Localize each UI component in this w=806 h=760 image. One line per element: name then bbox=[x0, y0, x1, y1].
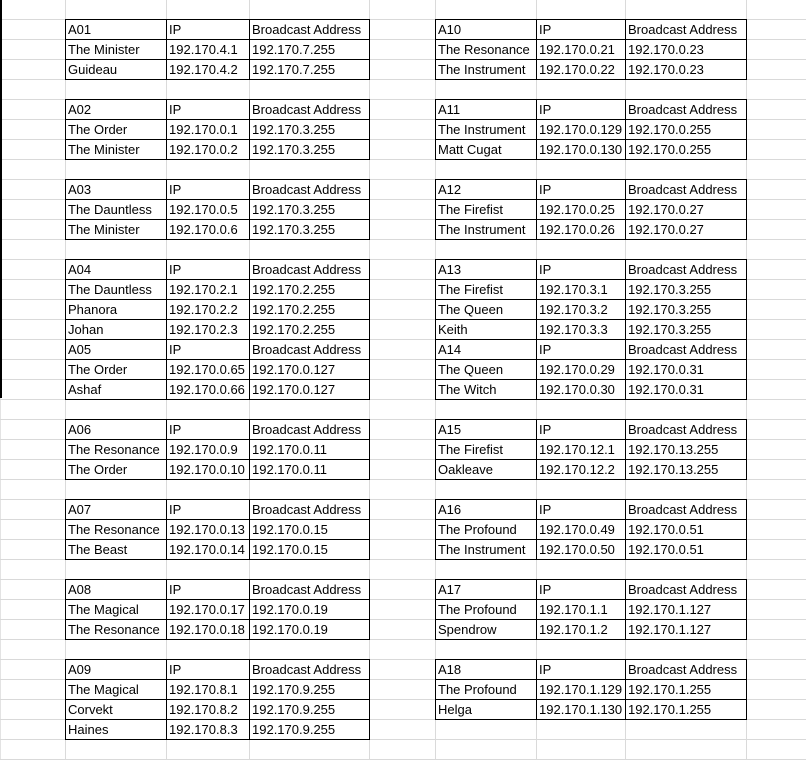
name-cell[interactable]: The Profound bbox=[436, 520, 537, 540]
ip-cell[interactable]: 192.170.0.129 bbox=[537, 120, 626, 140]
broadcast-cell[interactable]: 192.170.0.23 bbox=[626, 60, 747, 80]
ip-table-a11 bbox=[435, 99, 747, 160]
name-cell[interactable]: The Minister bbox=[66, 40, 167, 60]
ip-cell[interactable]: 192.170.3.1 bbox=[537, 280, 626, 300]
ip-table-a18 bbox=[435, 659, 747, 720]
broadcast-header-cell[interactable]: Broadcast Address bbox=[626, 260, 747, 280]
table-row bbox=[436, 540, 747, 560]
name-cell[interactable]: The Queen bbox=[436, 360, 537, 380]
table-header-row bbox=[66, 260, 370, 280]
broadcast-cell[interactable]: 192.170.7.255 bbox=[250, 60, 370, 80]
table-header-row bbox=[66, 420, 370, 440]
ip-cell[interactable]: 192.170.0.26 bbox=[537, 220, 626, 240]
name-cell[interactable]: The Dauntless bbox=[66, 280, 167, 300]
broadcast-cell[interactable]: 192.170.3.255 bbox=[626, 320, 747, 340]
ip-cell[interactable]: 192.170.2.3 bbox=[167, 320, 250, 340]
broadcast-cell[interactable]: 192.170.0.15 bbox=[250, 520, 370, 540]
ip-table-a06 bbox=[65, 419, 370, 480]
broadcast-header-cell[interactable]: Broadcast Address bbox=[626, 500, 747, 520]
ip-cell[interactable]: 192.170.1.129 bbox=[537, 680, 626, 700]
name-cell[interactable]: The Dauntless bbox=[66, 200, 167, 220]
table-row bbox=[436, 360, 747, 380]
ip-cell[interactable]: 192.170.12.2 bbox=[537, 460, 626, 480]
broadcast-cell[interactable]: 192.170.0.27 bbox=[626, 200, 747, 220]
ip-cell[interactable]: 192.170.8.1 bbox=[167, 680, 250, 700]
ip-cell[interactable]: 192.170.0.66 bbox=[167, 380, 250, 400]
table-row bbox=[436, 520, 747, 540]
table-id-cell[interactable]: A01 bbox=[66, 20, 167, 40]
ip-cell[interactable]: 192.170.0.1 bbox=[167, 120, 250, 140]
ip-header-cell[interactable]: IP bbox=[537, 500, 626, 520]
broadcast-cell[interactable]: 192.170.0.51 bbox=[626, 540, 747, 560]
ip-table-a08 bbox=[65, 579, 370, 640]
table-row bbox=[66, 440, 370, 460]
table-row bbox=[436, 140, 747, 160]
ip-table-a02 bbox=[65, 99, 370, 160]
broadcast-cell[interactable]: 192.170.9.255 bbox=[250, 700, 370, 720]
ip-table-a04 bbox=[65, 259, 370, 340]
name-cell[interactable]: The Minister bbox=[66, 140, 167, 160]
table-row bbox=[66, 140, 370, 160]
ip-cell[interactable]: 192.170.0.49 bbox=[537, 520, 626, 540]
broadcast-cell[interactable]: 192.170.0.23 bbox=[626, 40, 747, 60]
ip-header-cell[interactable]: IP bbox=[537, 420, 626, 440]
name-cell[interactable]: Guideau bbox=[66, 60, 167, 80]
broadcast-cell[interactable]: 192.170.1.255 bbox=[626, 680, 747, 700]
ip-table-a15 bbox=[435, 419, 747, 480]
broadcast-header-cell[interactable]: Broadcast Address bbox=[250, 100, 370, 120]
ip-header-cell[interactable]: IP bbox=[167, 20, 250, 40]
table-row bbox=[66, 380, 370, 400]
broadcast-cell[interactable]: 192.170.3.255 bbox=[250, 200, 370, 220]
name-cell[interactable]: The Instrument bbox=[436, 220, 537, 240]
ip-cell[interactable]: 192.170.0.65 bbox=[167, 360, 250, 380]
ip-header-cell[interactable]: IP bbox=[167, 580, 250, 600]
table-row bbox=[436, 40, 747, 60]
broadcast-header-cell[interactable]: Broadcast Address bbox=[250, 340, 370, 360]
broadcast-cell[interactable]: 192.170.7.255 bbox=[250, 40, 370, 60]
ip-cell[interactable]: 192.170.0.30 bbox=[537, 380, 626, 400]
broadcast-cell[interactable]: 192.170.0.27 bbox=[626, 220, 747, 240]
name-cell[interactable]: The Order bbox=[66, 120, 167, 140]
name-cell[interactable]: Oakleave bbox=[436, 460, 537, 480]
name-cell[interactable]: The Firefist bbox=[436, 280, 537, 300]
ip-cell[interactable]: 192.170.2.2 bbox=[167, 300, 250, 320]
ip-cell[interactable]: 192.170.0.18 bbox=[167, 620, 250, 640]
ip-cell[interactable]: 192.170.0.14 bbox=[167, 540, 250, 560]
broadcast-cell[interactable]: 192.170.0.127 bbox=[250, 360, 370, 380]
table-header-row bbox=[66, 500, 370, 520]
broadcast-cell[interactable]: 192.170.0.255 bbox=[626, 120, 747, 140]
ip-table-a10 bbox=[435, 19, 747, 80]
table-row bbox=[436, 380, 747, 400]
name-cell[interactable]: The Instrument bbox=[436, 60, 537, 80]
broadcast-cell[interactable]: 192.170.0.11 bbox=[250, 460, 370, 480]
broadcast-cell[interactable]: 192.170.3.255 bbox=[626, 280, 747, 300]
broadcast-cell[interactable]: 192.170.1.127 bbox=[626, 620, 747, 640]
name-cell[interactable]: The Resonance bbox=[66, 520, 167, 540]
table-id-cell[interactable]: A06 bbox=[66, 420, 167, 440]
table-row bbox=[436, 280, 747, 300]
broadcast-cell[interactable]: 192.170.0.255 bbox=[626, 140, 747, 160]
table-row bbox=[436, 60, 747, 80]
ip-cell[interactable]: 192.170.0.13 bbox=[167, 520, 250, 540]
ip-table-a14 bbox=[435, 339, 747, 400]
table-row bbox=[436, 320, 747, 340]
ip-cell[interactable]: 192.170.0.10 bbox=[167, 460, 250, 480]
name-cell[interactable]: The Minister bbox=[66, 220, 167, 240]
table-row bbox=[66, 200, 370, 220]
name-cell[interactable]: The Beast bbox=[66, 540, 167, 560]
broadcast-cell[interactable]: 192.170.3.255 bbox=[626, 300, 747, 320]
ip-table-a05 bbox=[65, 339, 370, 400]
table-row bbox=[66, 700, 370, 720]
ip-header-cell[interactable]: IP bbox=[167, 500, 250, 520]
name-cell[interactable]: The Firefist bbox=[436, 200, 537, 220]
broadcast-cell[interactable]: 192.170.2.255 bbox=[250, 300, 370, 320]
ip-header-cell[interactable]: IP bbox=[167, 260, 250, 280]
name-cell[interactable]: The Resonance bbox=[66, 620, 167, 640]
ip-table-a17 bbox=[435, 579, 747, 640]
table-header-row bbox=[66, 340, 370, 360]
table-row bbox=[66, 680, 370, 700]
broadcast-header-cell[interactable]: Broadcast Address bbox=[626, 20, 747, 40]
ip-cell[interactable]: 192.170.3.3 bbox=[537, 320, 626, 340]
table-id-cell[interactable]: A03 bbox=[66, 180, 167, 200]
table-row bbox=[66, 620, 370, 640]
table-row bbox=[66, 60, 370, 80]
broadcast-cell[interactable]: 192.170.13.255 bbox=[626, 460, 747, 480]
table-header-row bbox=[436, 260, 747, 280]
broadcast-cell[interactable]: 192.170.0.19 bbox=[250, 600, 370, 620]
table-row bbox=[436, 300, 747, 320]
table-row bbox=[66, 300, 370, 320]
broadcast-cell[interactable]: 192.170.0.31 bbox=[626, 380, 747, 400]
broadcast-cell[interactable]: 192.170.9.255 bbox=[250, 680, 370, 700]
ip-cell[interactable]: 192.170.0.9 bbox=[167, 440, 250, 460]
ip-cell[interactable]: 192.170.0.21 bbox=[537, 40, 626, 60]
table-id-cell[interactable]: A11 bbox=[436, 100, 537, 120]
table-header-row bbox=[436, 580, 747, 600]
name-cell[interactable]: The Magical bbox=[66, 600, 167, 620]
table-header-row bbox=[436, 340, 747, 360]
table-row bbox=[436, 700, 747, 720]
broadcast-header-cell[interactable]: Broadcast Address bbox=[250, 660, 370, 680]
table-header-row bbox=[66, 580, 370, 600]
table-header-row bbox=[66, 180, 370, 200]
ip-header-cell[interactable]: IP bbox=[537, 260, 626, 280]
name-cell[interactable]: The Profound bbox=[436, 680, 537, 700]
table-row bbox=[66, 600, 370, 620]
ip-cell[interactable]: 192.170.4.1 bbox=[167, 40, 250, 60]
broadcast-header-cell[interactable]: Broadcast Address bbox=[250, 500, 370, 520]
broadcast-cell[interactable]: 192.170.9.255 bbox=[250, 720, 370, 740]
name-cell[interactable]: The Instrument bbox=[436, 540, 537, 560]
ip-table-a16 bbox=[435, 499, 747, 560]
name-cell[interactable]: Spendrow bbox=[436, 620, 537, 640]
ip-cell[interactable]: 192.170.0.29 bbox=[537, 360, 626, 380]
table-id-cell[interactable]: A18 bbox=[436, 660, 537, 680]
broadcast-cell[interactable]: 192.170.0.15 bbox=[250, 540, 370, 560]
broadcast-cell[interactable]: 192.170.2.255 bbox=[250, 320, 370, 340]
ip-table-a01 bbox=[65, 19, 370, 80]
table-header-row bbox=[66, 20, 370, 40]
table-id-cell[interactable]: A09 bbox=[66, 660, 167, 680]
ip-table-a09 bbox=[65, 659, 370, 740]
broadcast-header-cell[interactable]: Broadcast Address bbox=[250, 180, 370, 200]
table-id-cell[interactable]: A17 bbox=[436, 580, 537, 600]
broadcast-header-cell[interactable]: Broadcast Address bbox=[626, 580, 747, 600]
table-id-cell[interactable]: A08 bbox=[66, 580, 167, 600]
table-row bbox=[66, 280, 370, 300]
broadcast-header-cell[interactable]: Broadcast Address bbox=[250, 20, 370, 40]
ip-header-cell[interactable]: IP bbox=[537, 100, 626, 120]
table-row bbox=[66, 540, 370, 560]
name-cell[interactable]: The Resonance bbox=[66, 440, 167, 460]
name-cell[interactable]: Helga bbox=[436, 700, 537, 720]
table-row bbox=[436, 220, 747, 240]
broadcast-header-cell[interactable]: Broadcast Address bbox=[250, 260, 370, 280]
ip-header-cell[interactable]: IP bbox=[537, 20, 626, 40]
broadcast-cell[interactable]: 192.170.0.31 bbox=[626, 360, 747, 380]
name-cell[interactable]: Keith bbox=[436, 320, 537, 340]
ip-table-a07 bbox=[65, 499, 370, 560]
name-cell[interactable]: Phanora bbox=[66, 300, 167, 320]
broadcast-cell[interactable]: 192.170.3.255 bbox=[250, 140, 370, 160]
table-header-row bbox=[66, 660, 370, 680]
ip-cell[interactable]: 192.170.8.2 bbox=[167, 700, 250, 720]
table-id-cell[interactable]: A02 bbox=[66, 100, 167, 120]
table-header-row bbox=[436, 420, 747, 440]
table-row bbox=[436, 620, 747, 640]
ip-cell[interactable]: 192.170.0.22 bbox=[537, 60, 626, 80]
broadcast-header-cell[interactable]: Broadcast Address bbox=[626, 100, 747, 120]
broadcast-header-cell[interactable]: Broadcast Address bbox=[250, 580, 370, 600]
broadcast-cell[interactable]: 192.170.0.51 bbox=[626, 520, 747, 540]
table-row bbox=[66, 120, 370, 140]
broadcast-header-cell[interactable]: Broadcast Address bbox=[626, 420, 747, 440]
broadcast-cell[interactable]: 192.170.3.255 bbox=[250, 220, 370, 240]
name-cell[interactable]: The Queen bbox=[436, 300, 537, 320]
table-row bbox=[436, 680, 747, 700]
table-row bbox=[66, 220, 370, 240]
table-row bbox=[66, 320, 370, 340]
table-row bbox=[66, 360, 370, 380]
ip-header-cell[interactable]: IP bbox=[537, 660, 626, 680]
broadcast-cell[interactable]: 192.170.0.127 bbox=[250, 380, 370, 400]
broadcast-cell[interactable]: 192.170.0.19 bbox=[250, 620, 370, 640]
table-row bbox=[66, 40, 370, 60]
ip-cell[interactable]: 192.170.0.50 bbox=[537, 540, 626, 560]
name-cell[interactable]: The Witch bbox=[436, 380, 537, 400]
table-id-cell[interactable]: A13 bbox=[436, 260, 537, 280]
ip-cell[interactable]: 192.170.1.1 bbox=[537, 600, 626, 620]
ip-cell[interactable]: 192.170.1.2 bbox=[537, 620, 626, 640]
broadcast-header-cell[interactable]: Broadcast Address bbox=[626, 180, 747, 200]
table-id-cell[interactable]: A15 bbox=[436, 420, 537, 440]
name-cell[interactable]: Haines bbox=[66, 720, 167, 740]
ip-table-a03 bbox=[65, 179, 370, 240]
ip-cell[interactable]: 192.170.4.2 bbox=[167, 60, 250, 80]
table-id-cell[interactable]: A14 bbox=[436, 340, 537, 360]
broadcast-cell[interactable]: 192.170.3.255 bbox=[250, 120, 370, 140]
ip-cell[interactable]: 192.170.0.25 bbox=[537, 200, 626, 220]
broadcast-cell[interactable]: 192.170.2.255 bbox=[250, 280, 370, 300]
table-id-cell[interactable]: A12 bbox=[436, 180, 537, 200]
ip-cell[interactable]: 192.170.0.17 bbox=[167, 600, 250, 620]
ip-cell[interactable]: 192.170.3.2 bbox=[537, 300, 626, 320]
broadcast-header-cell[interactable]: Broadcast Address bbox=[626, 340, 747, 360]
broadcast-cell[interactable]: 192.170.13.255 bbox=[626, 440, 747, 460]
table-id-cell[interactable]: A04 bbox=[66, 260, 167, 280]
ip-header-cell[interactable]: IP bbox=[537, 180, 626, 200]
table-header-row bbox=[436, 500, 747, 520]
name-cell[interactable]: Ashaf bbox=[66, 380, 167, 400]
name-cell[interactable]: The Order bbox=[66, 460, 167, 480]
ip-header-cell[interactable]: IP bbox=[167, 100, 250, 120]
ip-header-cell[interactable]: IP bbox=[537, 580, 626, 600]
broadcast-cell[interactable]: 192.170.1.127 bbox=[626, 600, 747, 620]
table-id-cell[interactable]: A07 bbox=[66, 500, 167, 520]
table-row bbox=[66, 720, 370, 740]
name-cell[interactable]: Johan bbox=[66, 320, 167, 340]
ip-cell[interactable]: 192.170.0.6 bbox=[167, 220, 250, 240]
ip-table-a13 bbox=[435, 259, 747, 340]
table-header-row bbox=[436, 180, 747, 200]
ip-cell[interactable]: 192.170.1.130 bbox=[537, 700, 626, 720]
ip-cell[interactable]: 192.170.12.1 bbox=[537, 440, 626, 460]
ip-cell[interactable]: 192.170.8.3 bbox=[167, 720, 250, 740]
table-id-cell[interactable]: A10 bbox=[436, 20, 537, 40]
table-row bbox=[436, 440, 747, 460]
ip-table-a12 bbox=[435, 179, 747, 240]
broadcast-header-cell[interactable]: Broadcast Address bbox=[250, 420, 370, 440]
ip-cell[interactable]: 192.170.0.130 bbox=[537, 140, 626, 160]
name-cell[interactable]: Matt Cugat bbox=[436, 140, 537, 160]
name-cell[interactable]: The Firefist bbox=[436, 440, 537, 460]
name-cell[interactable]: The Order bbox=[66, 360, 167, 380]
name-cell[interactable]: The Resonance bbox=[436, 40, 537, 60]
table-id-cell[interactable]: A16 bbox=[436, 500, 537, 520]
ip-header-cell[interactable]: IP bbox=[167, 420, 250, 440]
ip-header-cell[interactable]: IP bbox=[537, 340, 626, 360]
table-row bbox=[66, 460, 370, 480]
broadcast-cell[interactable]: 192.170.0.11 bbox=[250, 440, 370, 460]
table-row bbox=[66, 520, 370, 540]
name-cell[interactable]: The Magical bbox=[66, 680, 167, 700]
ip-cell[interactable]: 192.170.2.1 bbox=[167, 280, 250, 300]
table-row bbox=[436, 460, 747, 480]
table-header-row bbox=[436, 100, 747, 120]
ip-header-cell[interactable]: IP bbox=[167, 180, 250, 200]
table-header-row bbox=[66, 100, 370, 120]
ip-header-cell[interactable]: IP bbox=[167, 660, 250, 680]
name-cell[interactable]: The Profound bbox=[436, 600, 537, 620]
ip-header-cell[interactable]: IP bbox=[167, 340, 250, 360]
broadcast-cell[interactable]: 192.170.1.255 bbox=[626, 700, 747, 720]
name-cell[interactable]: The Instrument bbox=[436, 120, 537, 140]
ip-cell[interactable]: 192.170.0.2 bbox=[167, 140, 250, 160]
table-row bbox=[436, 600, 747, 620]
broadcast-header-cell[interactable]: Broadcast Address bbox=[626, 660, 747, 680]
ip-cell[interactable]: 192.170.0.5 bbox=[167, 200, 250, 220]
table-header-row bbox=[436, 20, 747, 40]
table-header-row bbox=[436, 660, 747, 680]
table-row bbox=[436, 200, 747, 220]
name-cell[interactable]: Corvekt bbox=[66, 700, 167, 720]
table-id-cell[interactable]: A05 bbox=[66, 340, 167, 360]
sheet-left-border bbox=[0, 0, 2, 398]
table-row bbox=[436, 120, 747, 140]
